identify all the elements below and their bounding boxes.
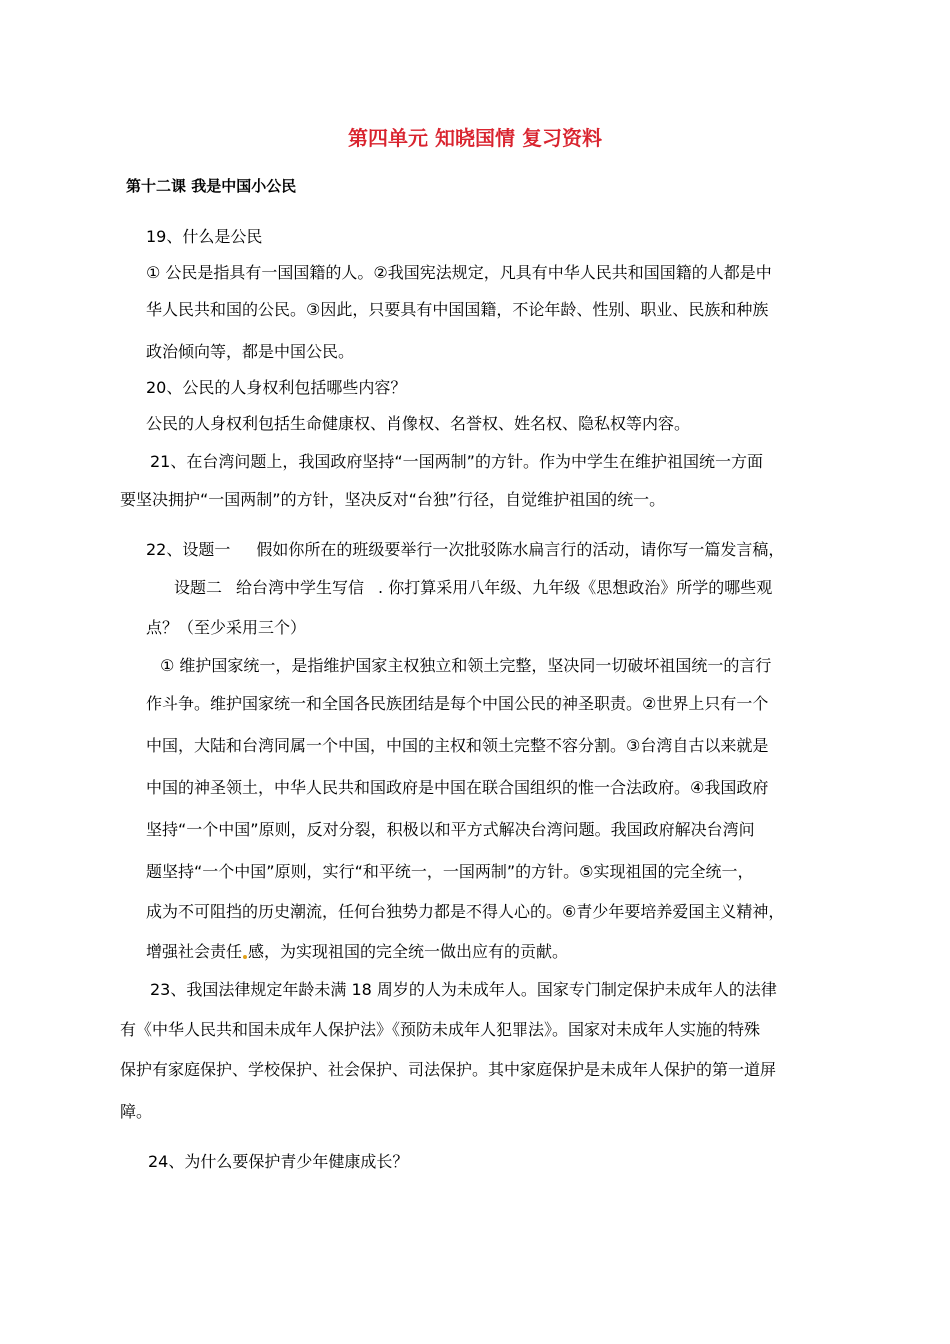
q22-topic-question: . 你打算采用八年级、九年级《思想政治》所学的哪些观 — [378, 578, 773, 597]
q21-line: 要坚决拥护“一国两制”的方针，坚决反对“台独”行径，自觉维护祖国的统一。 — [120, 490, 666, 509]
q22-prompt-line: 点？（至少采用三个） — [146, 618, 307, 637]
q20-heading: 20、公民的人身权利包括哪些内容？ — [146, 378, 407, 397]
q24-heading: 24、为什么要保护青少年健康成长？ — [148, 1152, 409, 1171]
q22-answer-line: 中国的神圣领土，中华人民共和国政府是中国在联合国组织的惟一合法政府。④我国政府 — [146, 778, 769, 797]
q22-prompt-line — [146, 540, 784, 560]
document-title: 第四单元 知晓国情 复习资料 — [348, 126, 602, 150]
q19-line: 政治倾向等，都是中国公民。 — [146, 342, 355, 361]
stray-mark — [243, 955, 247, 959]
q22-answer-line — [146, 942, 568, 962]
lesson-title: 第十二课 我是中国小公民 — [126, 177, 297, 195]
q22-prompt-line — [174, 578, 772, 598]
q20-line: 公民的人身权利包括生命健康权、肖像权、名誉权、姓名权、隐私权等内容。 — [146, 414, 691, 433]
q23-line: 23、我国法律规定年龄未满 18 周岁的人为未成年人。国家专门制定保护未成年人的法律 — [150, 980, 777, 999]
q22-answer-line: 成为不可阻挡的历史潮流，任何台独势力都是不得人心的。⑥青少年要培养爱国主义精神， — [146, 902, 785, 921]
q22-answer-line: 坚持“一个中国”原则，反对分裂，积极以和平方式解决台湾问题。我国政府解决台湾问 — [146, 820, 755, 839]
q19-line: 华人民共和国的公民。③因此，只要具有中国国籍，不论年龄、性别、职业、民族和种族 — [146, 300, 769, 319]
q23-line: 保护有家庭保护、学校保护、社会保护、司法保护。其中家庭保护是未成年人保护的第一道屏 — [120, 1060, 777, 1079]
q22-answer-text: 感，为实现祖国的完全统一做出应有的贡献。 — [248, 942, 569, 961]
q23-line: 有《中华人民共和国未成年人保护法》《预防未成年人犯罪法》。国家对未成年人实施的特殊 — [120, 1020, 761, 1039]
q22-answer-line: 题坚持“一个中国”原则，实行“和平统一，一国两制”的方针。⑤实现祖国的完全统一， — [146, 862, 754, 881]
q22-topic-two-text: 给台湾中学生写信 — [236, 578, 365, 597]
q23-line: 障。 — [120, 1102, 153, 1121]
q22-answer-text: 增强社会责任 — [146, 942, 243, 961]
q22-answer-line: 中国，大陆和台湾同属一个中国，中国的主权和领土完整不容分割。③台湾自古以来就是 — [146, 736, 769, 755]
q22-answer-line: ① 维护国家统一，是指维护国家主权独立和领土完整，坚决同一切破坏祖国统一的言行 — [160, 656, 772, 675]
q22-topic-one-label: 22、设题一 — [146, 540, 231, 559]
q21-line: 21、在台湾问题上，我国政府坚持“一国两制”的方针。作为中学生在维护祖国统一方面 — [150, 452, 763, 471]
q22-answer-line: 作斗争。维护国家统一和全国各民族团结是每个中国公民的神圣职责。②世界上只有一个 — [146, 694, 769, 713]
q22-topic-one-text: 假如你所在的班级要举行一次批驳陈水扁言行的活动，请你写一篇发言稿， — [256, 540, 785, 559]
q22-topic-two-label: 设题二 — [174, 578, 223, 597]
q19-line: ① 公民是指具有一国国籍的人。②我国宪法规定，凡具有中华人民共和国国籍的人都是中 — [146, 263, 772, 282]
q19-heading: 19、什么是公民 — [146, 227, 263, 246]
